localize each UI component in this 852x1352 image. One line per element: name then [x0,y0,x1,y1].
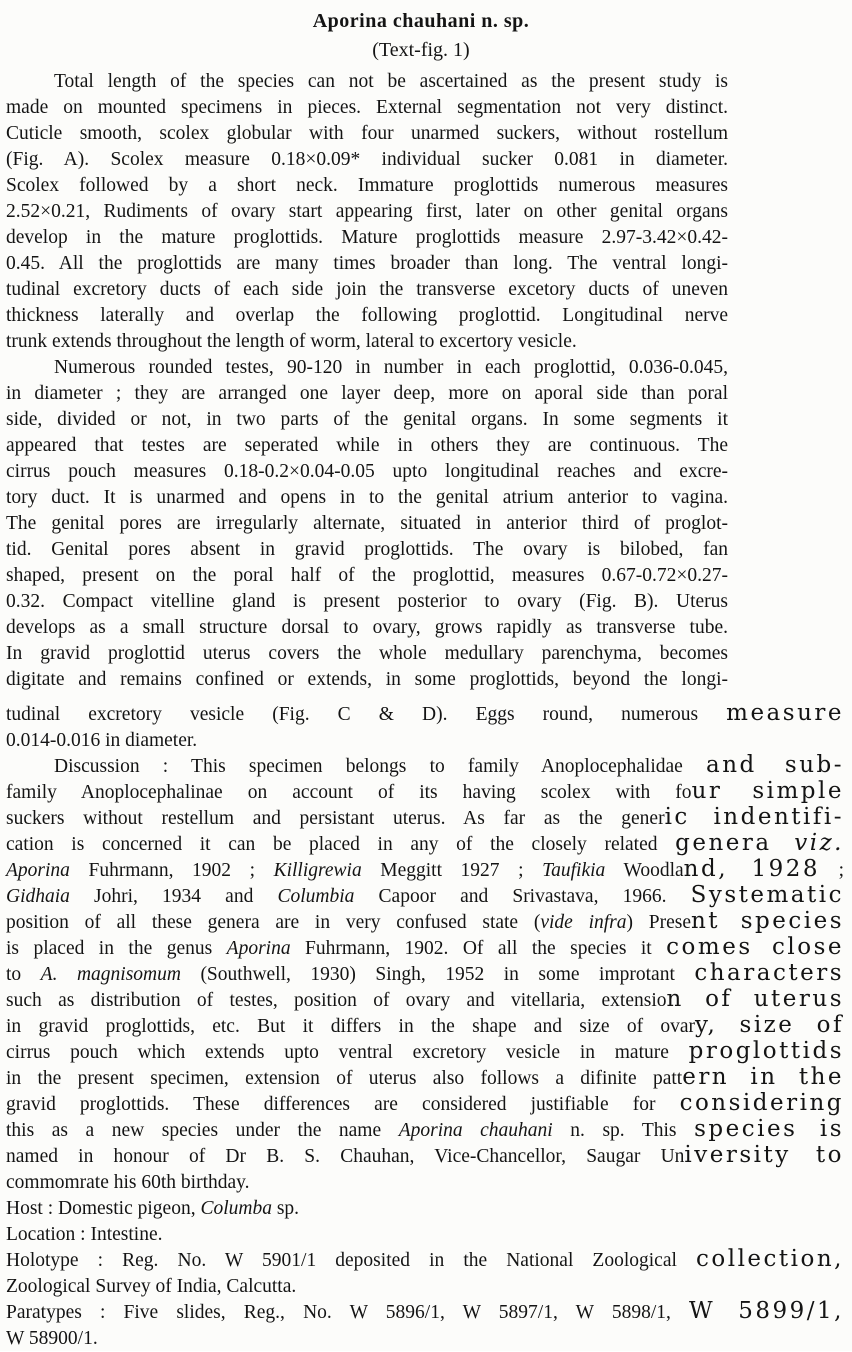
italic-text: Aporina [226,938,291,959]
text-run: W 58900/1. [6,1328,98,1349]
text-run: trunk extends throughout the length of worm, lateral to excertory vesicle. [6,331,577,352]
text-line [6,69,728,95]
text-line [6,1274,728,1300]
paratypes-lines [6,1300,852,1352]
text-line [6,702,844,728]
text-run: cirrus pouch which extends upto ventral excretory vesicle in mature [6,1042,689,1063]
host-line [6,1196,852,1222]
enlarged-text: and sub- [706,752,845,778]
italic-text: Aporina [6,860,70,881]
text-line [6,884,844,910]
location-line [6,1222,852,1248]
text-run: n. sp. This [552,1120,695,1141]
italic-text: Killigrewia [273,860,362,881]
text-line [6,225,728,251]
text-run: In gravid proglottid uterus covers the whole medullary parenchyma, becomes [6,643,728,664]
text-run: ; [820,860,844,881]
enlarged-text: n of uterus [666,986,844,1012]
text-run: (Southwell, 1930) Singh, 1952 in some improtant [180,964,695,985]
text-run: develop in the mature proglottids. Mature proglottids measure 2.97-3.42×0.42- [6,227,728,248]
text-line [6,537,728,563]
text-run: cation is concerned it can be placed in any of the closely related [6,834,676,855]
text-line [6,1326,728,1352]
italic-text: Columbia [277,886,355,907]
text-run: develops as a small structure dorsal to ovary, grows rapidly as transverse tube. [6,617,728,638]
text-line [6,754,844,780]
text-run: such as distribution of testes, position of ovary and vitellaria, extensio [6,990,667,1011]
text-run: Location : Intestine. [6,1224,163,1245]
text-line [6,485,728,511]
text-run: thickness laterally and overlap the following proglottid. Longitudinal nerve [6,305,728,326]
text-line [6,459,728,485]
text-line [6,1092,844,1118]
text-run: in gravid proglottids, etc. But it differs in the shape and size of ovar [6,1016,696,1037]
text-run: is placed in the genus [6,938,227,959]
enlarged-text: y, size of [695,1012,844,1038]
text-line [6,589,728,615]
text-line [6,329,728,355]
general-description [6,69,852,355]
enlarged-text: nt species [690,908,845,934]
enlarged-text: ur simple [691,778,844,804]
italic-text: Gidhaia [6,886,70,907]
text-run: suckers without restellum and persistant uterus. As far as the gener [6,808,665,829]
text-run: cirrus pouch measures 0.18-0.2×0.04-0.05 upto longitudinal reaches and excre- [6,461,728,482]
text-line [6,355,728,381]
text-line [6,832,844,858]
text-line [6,1040,844,1066]
text-run: Host : Domestic pigeon, [6,1198,201,1219]
text-run: Discussion : This specimen belongs to family Anoplocephalidae [54,756,707,777]
text-run: ) Prese [626,912,691,933]
text-line [6,988,844,1014]
text-run: Scolex followed by a short neck. Immature proglottids numerous measures [6,175,728,196]
enlarged-text: iversity to [684,1142,844,1168]
enlarged-text: ic indentifi- [664,804,844,830]
text-run: commomrate his 60th birthday. [6,1172,250,1193]
enlarged-text: proglottids [688,1038,844,1064]
text-line [6,433,728,459]
text-line [6,936,844,962]
enlarged-text: ern in the [682,1064,844,1090]
text-run: sp. [271,1198,300,1219]
text-run: made on mounted specimens in pieces. External segmentation not very distinct. [6,97,728,118]
text-run: Paratypes : Five slides, Reg., No. W 5896/1, W 5897/1, W 5898/1, [6,1302,690,1323]
text-line [6,641,728,667]
text-run: Fuhrmann, 1902 ; [69,860,274,881]
text-line [6,277,728,303]
text-line [6,615,728,641]
text-run: family Anoplocephalinae on account of its having scolex with fo [6,782,692,803]
text-run: Numerous rounded testes, 90-120 in number in each proglottid, 0.036-0.045, [54,357,728,378]
enlarged-text: comes close [666,934,845,960]
text-block [6,69,852,1352]
text-run: 0.32. Compact vitelline gland is present posterior to ovary (Fig. B). Uterus [6,591,728,612]
italic-text: Taufikia [542,860,606,881]
text-run: Fuhrmann, 1902. Of all the species it [290,938,667,959]
text-run: tid. Genital pores absent in gravid proglottids. The ovary is bilobed, fan [6,539,728,560]
enlarged-text: collection, [695,1246,844,1272]
text-run: (Fig. A). Scolex measure 0.18×0.09* individual sucker 0.081 in diameter. [6,149,728,170]
text-run: tudinal excretory ducts of each side join the transverse excetory ducts of uneven [6,279,728,300]
text-run: digitate and remains confined or extends, in some proglottids, beyond the longi- [6,669,728,690]
enlarged-text: Systematic [690,882,844,908]
text-run: 0.014-0.016 in diameter. [6,730,198,751]
text-line [6,1014,844,1040]
text-run: tory duct. It is unarmed and opens in to the genital atrium anterior to vagina. [6,487,728,508]
enlarged-text: nd, 1928 [683,856,821,882]
text-run: 0.45. All the proglottids are many times broader than long. The ventral longi- [6,253,728,274]
text-line [6,381,728,407]
text-line [6,806,844,832]
text-line [6,1196,728,1222]
text-line [6,910,844,936]
text-run: The genital pores are irregularly alternate, situated in anterior third of proglot- [6,513,728,534]
italic-text: A. magnisomum [40,964,181,985]
italic-text: vide infra [540,912,627,933]
italic-text: Columba [200,1198,272,1219]
enlarged-text: genera [675,830,795,856]
text-run: Capoor and Srivastava, 1966. [354,886,691,907]
text-run: Zoological Survey of India, Calcutta. [6,1276,297,1297]
enlarged-text: characters [694,960,845,986]
text-line [6,858,844,884]
text-line [6,95,728,121]
text-line [6,303,728,329]
text-line [6,563,728,589]
discussion [6,754,852,1196]
text-line [6,1248,844,1274]
text-run: named in honour of Dr B. S. Chauhan, Vice-Chancellor, Saugar Un [6,1146,685,1167]
text-run: shaped, present on the poral half of the proglottid, measures 0.67-0.72×0.27- [6,565,728,586]
text-run: in diameter ; they are arranged one layer deep, more on aporal side than poral [6,383,728,404]
text-run: side, divided or not, in two parts of the genital organs. In some segments it [6,409,728,430]
text-run: this as a new species under the name [6,1120,399,1141]
text-run: Meggitt 1927 ; [361,860,543,881]
italic-text: Aporina chauhani [398,1120,553,1141]
enlarged-text: considering [679,1090,844,1116]
text-line [6,1300,844,1326]
text-line [6,407,728,433]
text-line [6,121,728,147]
figure-reference: (Text-fig. 1) [372,39,470,61]
text-run: Total length of the species can not be ascertained as the present study is [54,71,728,92]
text-line [6,1066,844,1092]
text-line [6,667,728,693]
text-run: Cuticle smooth, scolex globular with four unarmed suckers, without rostellum [6,123,728,144]
text-line [6,147,728,173]
text-run: position of all these genera are in very confused state ( [6,912,541,933]
species-title: Aporina chauhani n. sp. [312,10,530,32]
enlarged-italic-text: viz. [794,830,844,856]
text-line [6,1170,728,1196]
text-line [6,1144,844,1170]
text-run: tudinal excretory vesicle (Fig. C & D). Eggs round, numerous [6,704,727,725]
text-run: 2.52×0.21, Rudiments of ovary start appearing first, later on other genital organs [6,201,728,222]
reproductive-description [6,355,852,693]
enlarged-text: measure [726,700,844,726]
holotype-lines [6,1248,852,1300]
text-line [6,199,728,225]
enlarged-text: species is [694,1116,845,1142]
text-line [6,173,728,199]
text-line [6,251,728,277]
text-line [6,780,844,806]
text-line [6,511,728,537]
text-line [6,1118,844,1144]
text-run: in the present specimen, extension of uterus also follows a difinite patt [6,1068,683,1089]
text-line [6,728,728,754]
text-run: appeared that testes are seperated while in others they are continuous. The [6,435,728,456]
heading-block [6,8,836,63]
text-run: gravid proglottids. These differences are considered justifiable for [6,1094,680,1115]
text-run: Johri, 1934 and [69,886,278,907]
text-line [6,1222,728,1248]
text-run: to [6,964,41,985]
text-run: Woodla [605,860,684,881]
text-line [6,962,844,988]
text-run: Holotype : Reg. No. W 5901/1 deposited in the National Zoological [6,1250,696,1271]
enlarged-text: W 5899/1, [689,1298,844,1324]
egg-description [6,702,852,754]
